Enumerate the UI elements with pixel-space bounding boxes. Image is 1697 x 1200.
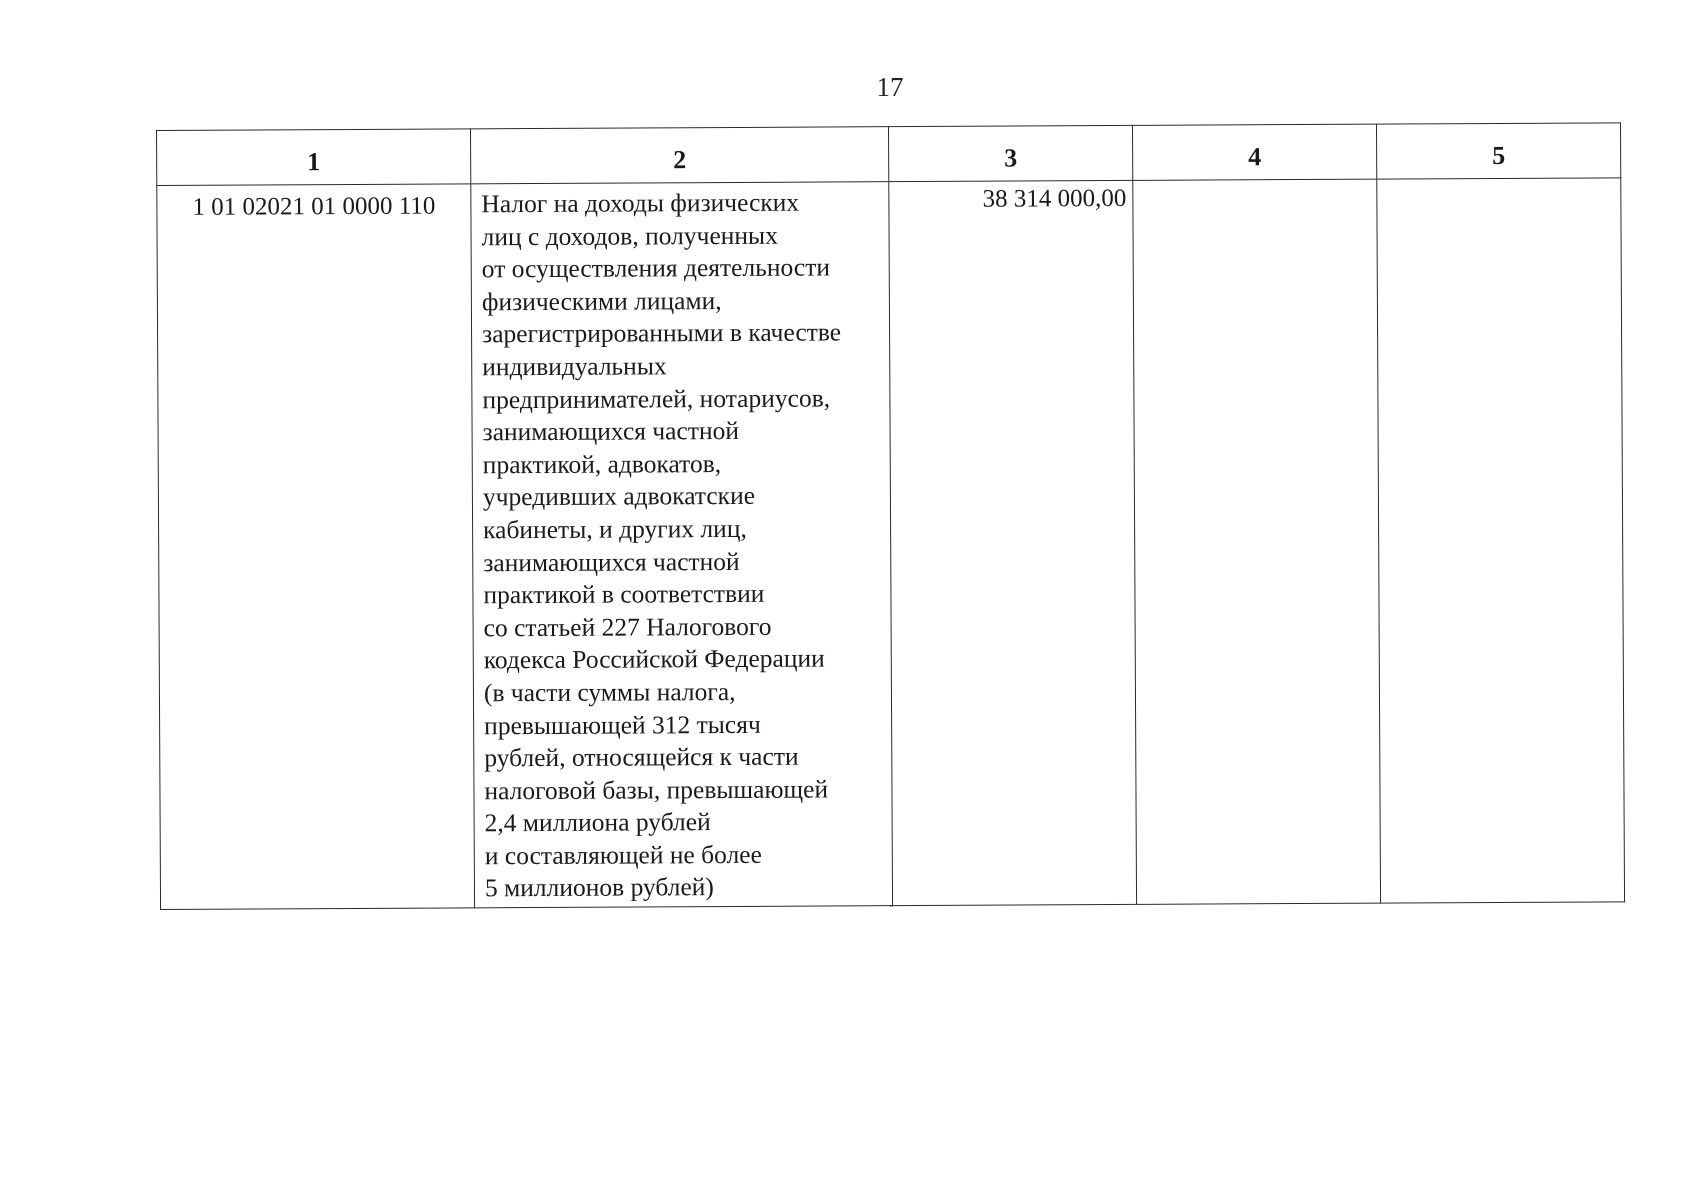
description-line: рублей, относящейся к части	[484, 741, 799, 773]
description-line: 5 миллионов рублей)	[484, 872, 714, 903]
description-line: предпринимателей, нотариусов,	[482, 383, 831, 414]
table-header-row	[157, 123, 1621, 186]
col4-cell	[1133, 179, 1381, 904]
header-col-4: 4	[1132, 124, 1376, 180]
description-line: со статьей 227 Налогового	[483, 611, 772, 643]
description-line: и составляющей не более	[484, 839, 762, 871]
header-col-3: 3	[888, 125, 1132, 181]
amount-cell: 38 314 000,00	[889, 180, 1137, 905]
description-line: от осуществления деятельности	[481, 252, 831, 284]
description-line: зарегистрированными в качестве	[481, 317, 842, 349]
page-header	[0, 0, 1697, 120]
col5-cell	[1377, 178, 1625, 903]
header-col-1: 1	[157, 129, 471, 186]
description-line: превышающей 312 тысяч	[484, 709, 761, 740]
description-line: налоговой базы, превышающей	[484, 774, 829, 805]
description-line: занимающихся частной	[482, 416, 740, 447]
budget-table	[156, 122, 1625, 910]
description-line: кодекса Российской Федерации	[483, 643, 825, 675]
header-col-5: 5	[1376, 123, 1620, 179]
description-line: лиц с доходов, полученных	[481, 220, 778, 251]
description-line: кабинеты, и других лиц,	[483, 513, 747, 545]
description-line: практикой, адвокатов,	[482, 448, 722, 480]
header-col-2: 2	[470, 127, 888, 184]
description-line: Налог на доходы физических	[481, 187, 800, 219]
table-row	[157, 178, 1625, 910]
description-line: учредивших адвокатские	[482, 481, 756, 512]
description-line: физическими лицами,	[481, 285, 722, 317]
description-line: индивидуальных	[482, 351, 667, 382]
description-line: практикой в соответствии	[483, 578, 765, 610]
revenue-code-cell: 1 01 02021 01 0000 110	[157, 184, 475, 910]
description-line: занимающихся частной	[483, 546, 740, 577]
description-line: 2,4 миллиона рублей	[484, 807, 711, 838]
description-line: (в части суммы налога,	[483, 676, 736, 708]
page-number: 17	[876, 72, 904, 102]
description-cell	[471, 182, 893, 908]
